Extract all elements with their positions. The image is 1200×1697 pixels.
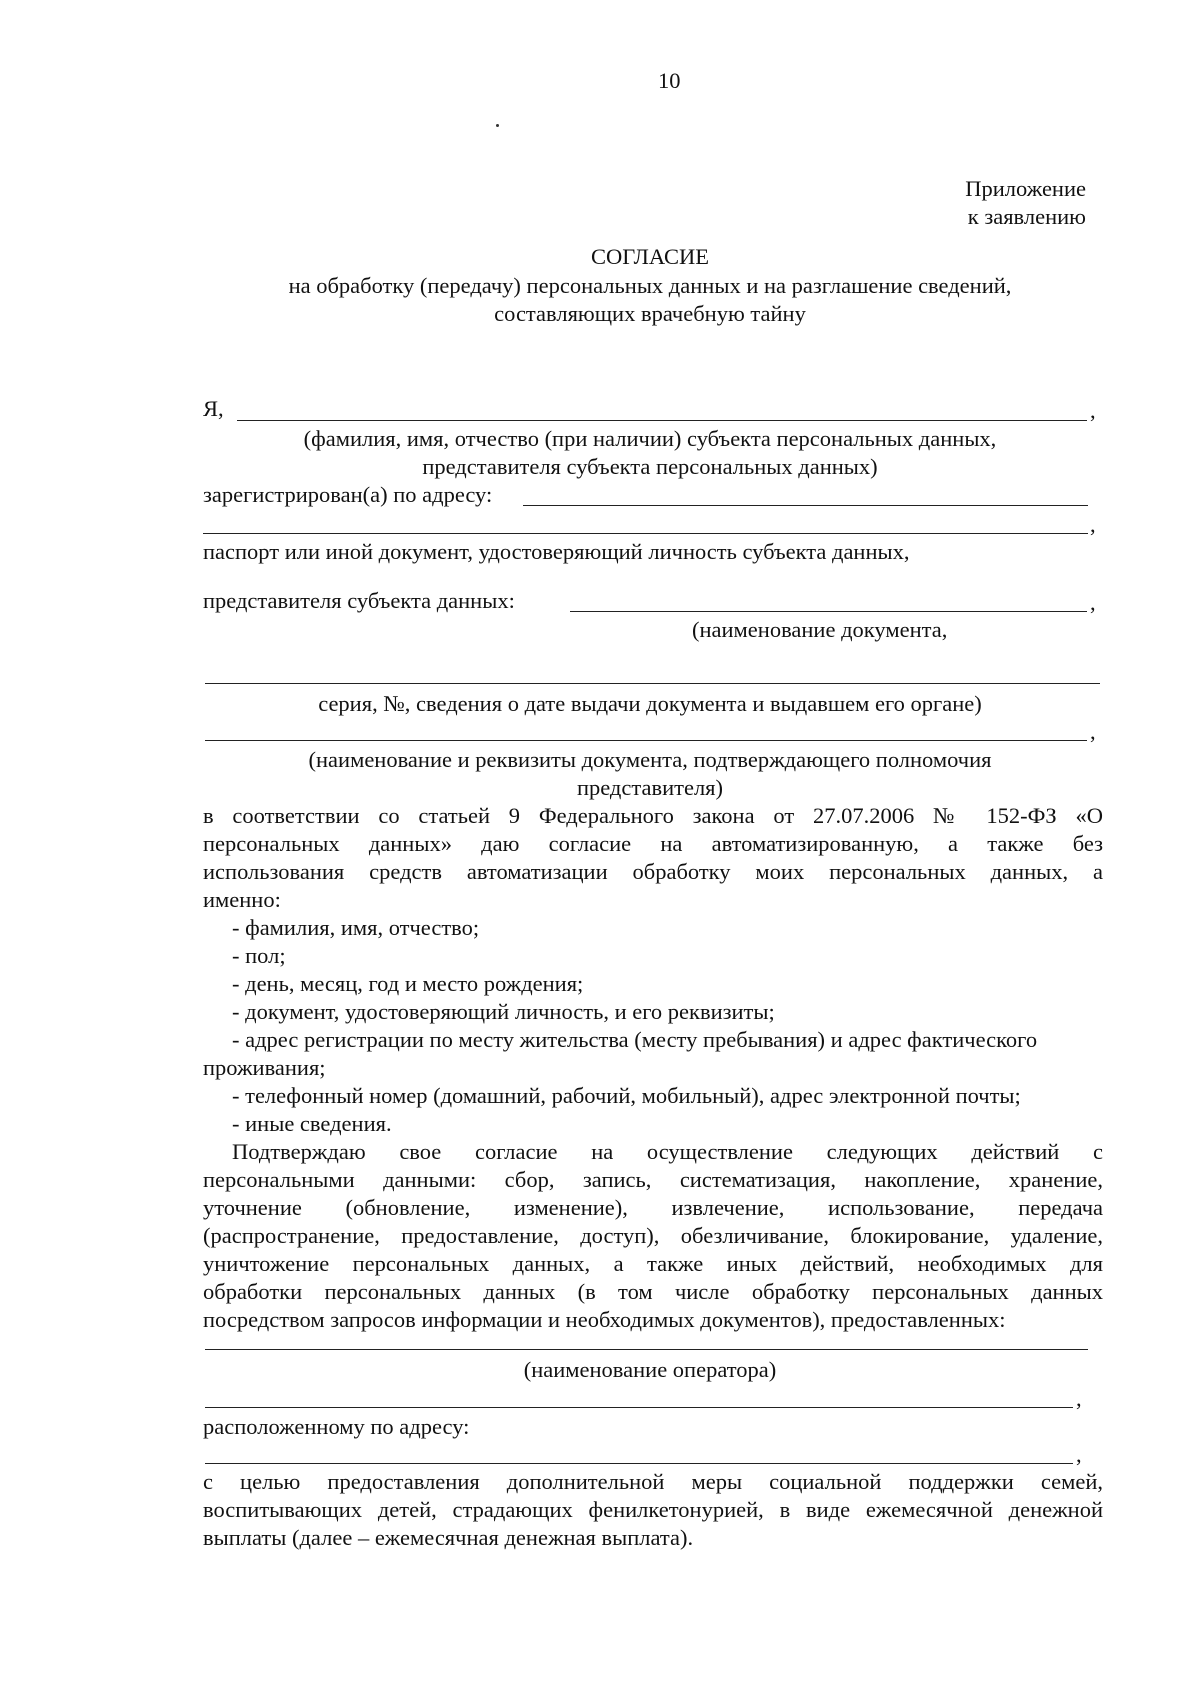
document-title: СОГЛАСИЕ: [591, 244, 709, 269]
fio-input-line[interactable]: [237, 420, 1087, 421]
passport-label: паспорт или иной документ, удостоверяющий личность субъекта данных,: [203, 539, 910, 564]
address-comma: ,: [1090, 512, 1096, 537]
actions-line: персональными данными: сбор, запись, систематизация, накопление, хранение,: [203, 1167, 1103, 1192]
authority-hint-2: представителя): [576, 775, 724, 800]
fio-hint-1: (фамилия, имя, отчество (при наличии) субъекта персональных данных,: [303, 426, 997, 451]
consent-line: в соответствии со статьей 9 Федерального закона от 27.07.2006 № 152-ФЗ «О: [203, 803, 1103, 828]
address-input-line-1[interactable]: [523, 505, 1088, 506]
purpose-line: воспитывающих детей, страдающих фенилкетонурией, в виде ежемесячной денежной: [203, 1497, 1103, 1522]
fio-hint-2: представителя субъекта персональных данных): [422, 454, 878, 479]
document-name-hint: (наименование документа,: [692, 617, 948, 642]
page-number: 10: [658, 68, 681, 93]
operator-hint: (наименование оператора): [523, 1357, 777, 1382]
purpose-line: выплаты (далее – ежемесячная денежная выплата).: [203, 1525, 694, 1550]
purpose-line: с целью предоставления дополнительной меры социальной поддержки семей,: [203, 1469, 1103, 1494]
list-item: - день, месяц, год и место рождения;: [232, 971, 584, 996]
list-item: - документ, удостоверяющий личность, и его реквизиты;: [232, 999, 775, 1024]
document-details-hint: серия, №, сведения о дате выдачи документа и выдавшем его органе): [318, 691, 982, 716]
list-item-continuation: проживания;: [203, 1055, 326, 1080]
appendix-line-2: к заявлению: [967, 204, 1086, 229]
dot-mark: [496, 124, 499, 127]
operator-comma: ,: [1076, 1386, 1082, 1411]
located-comma: ,: [1076, 1442, 1082, 1467]
document-subtitle-2: составляющих врачебную тайну: [494, 301, 806, 326]
address-input-line-2[interactable]: [203, 533, 1088, 534]
actions-line: обработки персональных данных (в том числе обработку персональных данных: [203, 1279, 1103, 1304]
document-name-comma: ,: [1090, 590, 1096, 615]
list-item: - адрес регистрации по месту жительства (месту пребывания) и адрес фактического: [232, 1027, 1038, 1052]
representative-label: представителя субъекта данных:: [203, 588, 515, 613]
document-subtitle-1: на обработку (передачу) персональных данных и на разглашение сведений,: [288, 273, 1012, 298]
list-item: - иные сведения.: [232, 1111, 392, 1136]
authority-input-line[interactable]: [205, 740, 1087, 741]
document-details-input-line[interactable]: [205, 683, 1100, 684]
consent-line: персональных данных» даю согласие на автоматизированную, а также без: [203, 831, 1103, 856]
authority-comma: ,: [1090, 719, 1096, 744]
operator-input-line[interactable]: [205, 1349, 1088, 1350]
operator-input-line-2[interactable]: [205, 1407, 1073, 1408]
authority-hint-1: (наименование и реквизиты документа, подтверждающего полномочия: [308, 747, 992, 772]
document-name-input-line[interactable]: [570, 611, 1087, 612]
located-label: расположенному по адресу:: [203, 1414, 470, 1439]
address-label: зарегистрирован(а) по адресу:: [203, 482, 493, 507]
fio-comma: ,: [1090, 398, 1096, 423]
ya-label: Я,: [203, 396, 224, 421]
consent-line: именно:: [203, 887, 281, 912]
actions-first-line: Подтверждаю свое согласие на осуществление следующих действий с: [232, 1139, 1103, 1164]
list-item: - пол;: [232, 943, 286, 968]
list-item: - фамилия, имя, отчество;: [232, 915, 480, 940]
consent-line: использования средств автоматизации обработку моих персональных данных, а: [203, 859, 1103, 884]
actions-line: уточнение (обновление, изменение), извлечение, использование, передача: [203, 1195, 1103, 1220]
list-item: - телефонный номер (домашний, рабочий, мобильный), адрес электронной почты;: [232, 1083, 1021, 1108]
located-address-input-line[interactable]: [205, 1463, 1073, 1464]
actions-line: посредством запросов информации и необходимых документов), предоставленных:: [203, 1307, 1006, 1332]
appendix-line-1: Приложение: [965, 176, 1086, 201]
actions-line: уничтожение персональных данных, а также иных действий, необходимых для: [203, 1251, 1103, 1276]
actions-line: (распространение, предоставление, доступ), обезличивание, блокирование, удаление,: [203, 1223, 1103, 1248]
